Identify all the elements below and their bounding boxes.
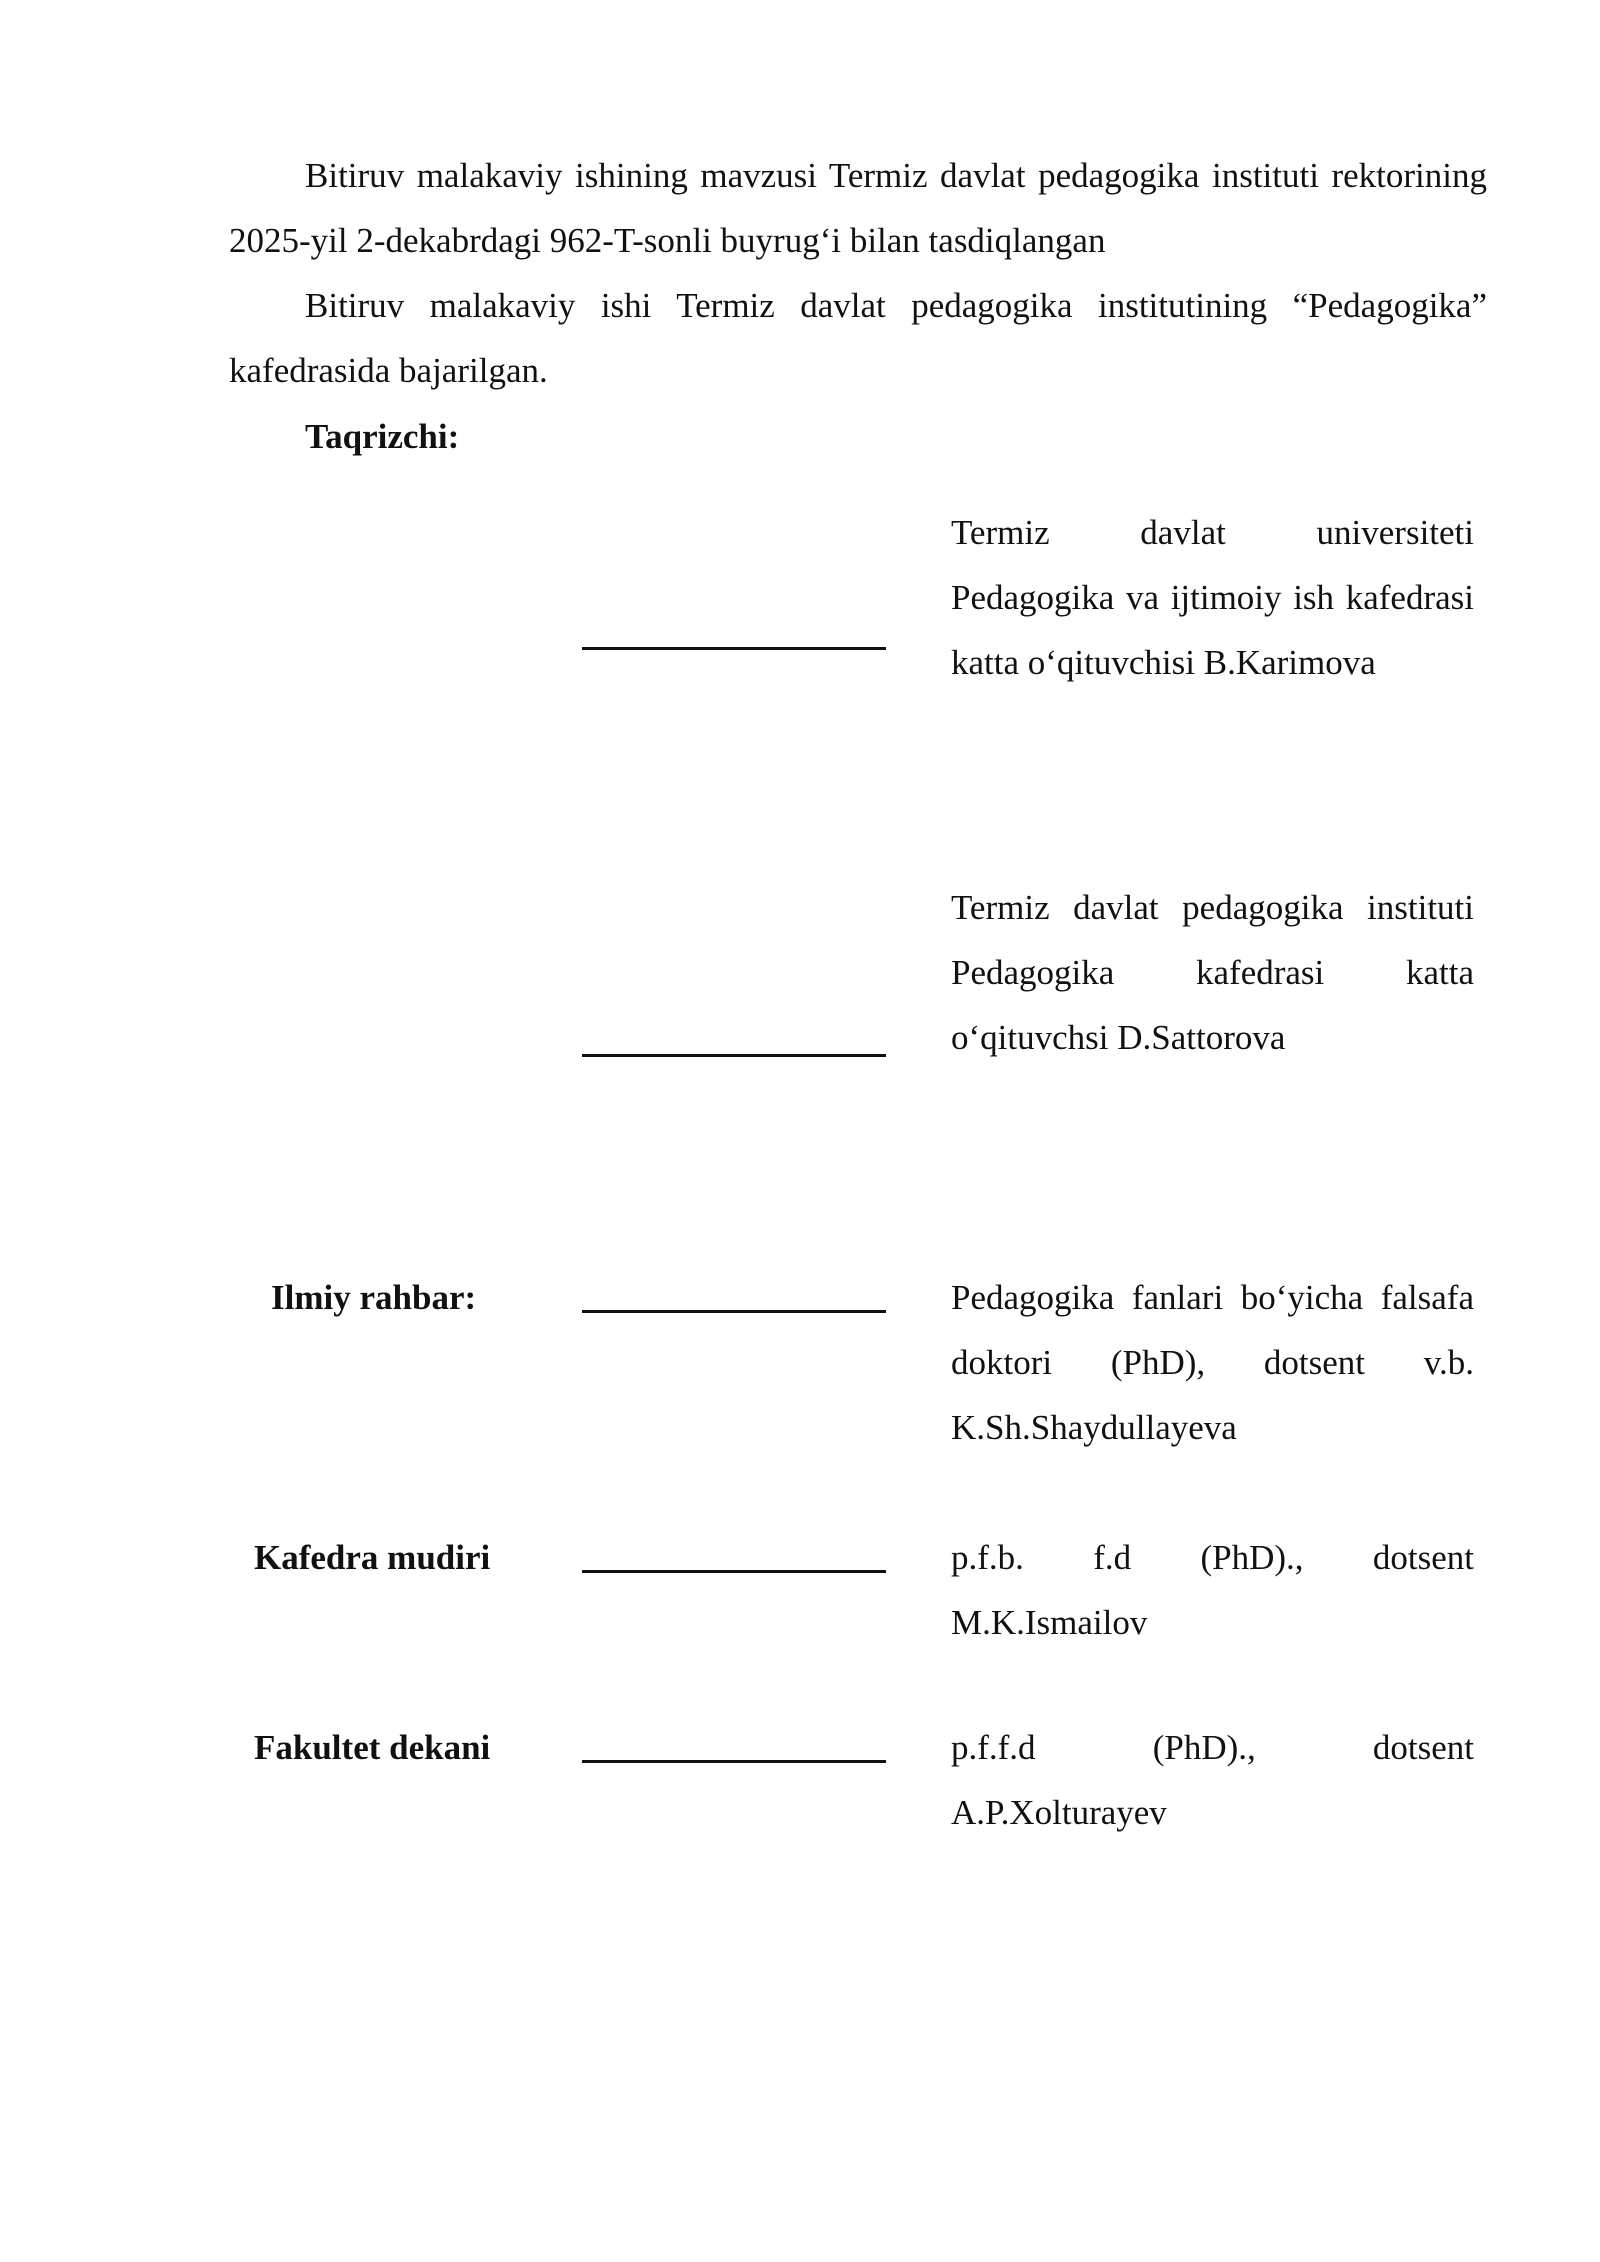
department-head-signature-line [582,1570,886,1573]
dean-label: Fakultet dekani [254,1728,491,1767]
dean-signature-line [582,1760,886,1763]
reviewer2-info: Termiz davlat pedagogika instituti Pedagogika kafedrasi katta o‘qituvchsi D.Sattorova [951,888,1474,1057]
dean-info: p.f.f.d (PhD)., dotsent A.P.Xolturayev [951,1728,1474,1832]
department-head-info: p.f.b. f.d (PhD)., dotsent M.K.Ismailov [951,1538,1474,1642]
supervisor-signature-line [582,1310,886,1313]
reviewer2-signature-line [582,1054,886,1057]
supervisor-info: Pedagogika fanlari bo‘yicha falsafa doktori (PhD), dotsent v.b. K.Sh.Shaydullayeva [951,1278,1474,1447]
reviewer1-signature-line [582,647,886,650]
supervisor-label: Ilmiy rahbar: [271,1278,477,1317]
reviewer-heading: Taqrizchi: [305,417,460,456]
topic-approval-paragraph: Bitiruv malakaviy ishining mavzusi Termiz davlat pedagogika instituti rektorining 2025-yil 2-dekabrdagi 962-T-sonli buyrug‘i bilan tasdiqlangan [229,156,1487,260]
department-head-label: Kafedra mudiri [254,1538,491,1577]
department-paragraph: Bitiruv malakaviy ishi Termiz davlat pedagogika institutining “Pedagogika” kafedrasida bajarilgan. [229,286,1487,390]
reviewer1-info: Termiz davlat universiteti Pedagogika va ijtimoiy ish kafedrasi katta o‘qituvchisi B.Karimova [951,513,1474,682]
